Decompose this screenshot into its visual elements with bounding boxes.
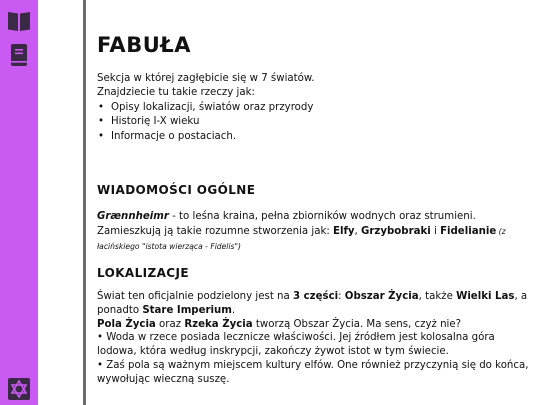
text: : xyxy=(338,291,345,302)
emphasis: Obszar Życia xyxy=(344,291,419,302)
vertical-divider xyxy=(83,0,86,405)
text: , a ponadto xyxy=(97,291,528,316)
intro-block xyxy=(97,72,527,144)
race-name: Fidelianie xyxy=(440,226,497,237)
emphasis: Stare Imperium xyxy=(142,304,232,316)
list-item: • Zaś pola są ważnym miejscem kultury elfów. One również przyczynią się do końca, wywołując wieczną suszę. xyxy=(97,359,529,385)
intro-line: Sekcja w której zagłębicie się w 7 światów. xyxy=(97,73,315,84)
emphasis: 3 części xyxy=(293,291,339,302)
text: - to leśna kraina, pełna zbiorników wodnych oraz strumieni. Zamieszkują ją takie rozumne stworzenia jak: xyxy=(97,211,476,237)
list-item: • Woda w rzece posiada lecznicze właściwości. Jej źródłem jest kolosalna góra lodowa, która według inskrypcji, zakończy żywot istot w tym świecie. xyxy=(97,332,495,358)
list-item: • Informacje o postaciach. xyxy=(97,130,527,144)
text: Świat ten oficjalnie podzielony jest na xyxy=(97,291,293,302)
term: Grænnheimr xyxy=(97,211,169,222)
text: i xyxy=(430,226,441,237)
race-name: Grzybobraki xyxy=(361,226,431,237)
sidebar xyxy=(0,0,38,405)
intro-line: Znajdziecie tu takie rzeczy jak: xyxy=(97,87,255,99)
race-name: Elfy xyxy=(333,226,355,237)
intro-list xyxy=(97,101,527,144)
text: . xyxy=(231,304,236,316)
text: tworzą Obszar Życia. Ma sens, czyż nie? xyxy=(252,318,462,330)
text: , także xyxy=(418,291,457,302)
book-open-icon[interactable] xyxy=(7,9,31,33)
latin-note: (z łacińskiego "istota wierząca - Fidelis") xyxy=(97,227,506,251)
star-of-david-icon[interactable] xyxy=(7,377,31,401)
list-item: • Opisy lokalizacji, światów oraz przyrody xyxy=(97,101,527,115)
emphasis: Rzeka Życia xyxy=(184,318,253,330)
text: oraz xyxy=(155,318,185,330)
general-paragraph xyxy=(97,209,529,254)
emphasis: Wielki Las xyxy=(456,291,515,302)
book-icon[interactable] xyxy=(7,43,31,67)
page-title: FABUŁA xyxy=(97,33,191,57)
text: , xyxy=(354,226,362,237)
list-item: • Historię I-X wieku xyxy=(97,115,527,129)
locations-paragraph xyxy=(97,290,529,387)
emphasis: Pola Życia xyxy=(97,318,156,330)
section-heading-general: WIADOMOŚCI OGÓLNE xyxy=(97,183,256,197)
section-heading-locations: LOKALIZACJE xyxy=(97,266,189,280)
